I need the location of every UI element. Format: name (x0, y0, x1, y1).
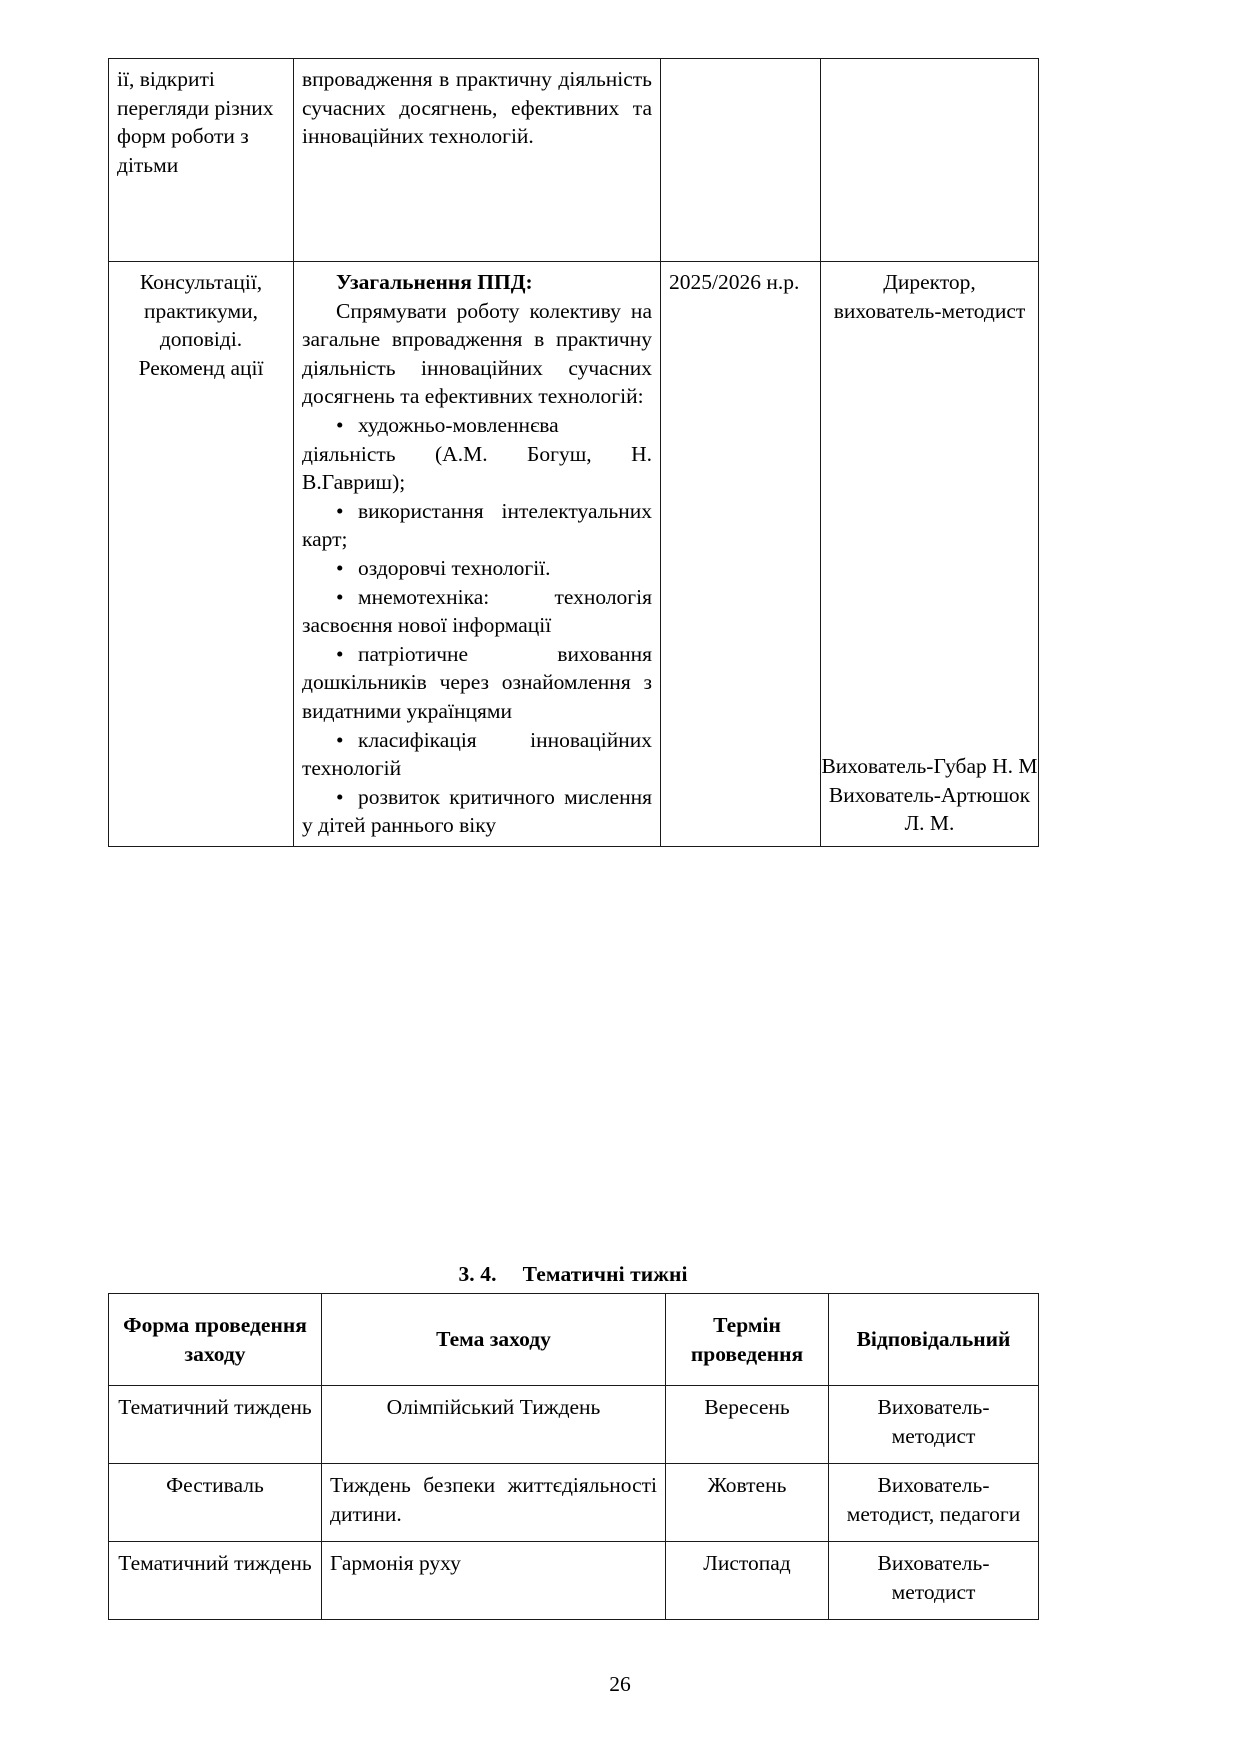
list-item-text: художньо-мовленнєва діяльність (А.М. Богуш, Н. В.Гавриш); (302, 412, 652, 495)
column-header-topic: Тема заходу (322, 1294, 666, 1386)
section-number: 3. 4. (458, 1262, 497, 1286)
list-item (302, 726, 652, 783)
cell-responsible (821, 59, 1039, 262)
cell-term: Вересень (666, 1386, 829, 1464)
list-item (302, 640, 652, 726)
table-row (109, 262, 1039, 847)
cell-form (109, 59, 294, 262)
cell-responsible: Вихователь-методист (829, 1386, 1039, 1464)
cell-term: Листопад (666, 1542, 829, 1620)
cell-term (661, 59, 821, 262)
list-item (302, 497, 652, 554)
table-thematic-weeks (108, 1293, 1038, 1620)
cell-content (294, 262, 661, 847)
cell-topic: Олімпійський Тиждень (322, 1386, 666, 1464)
list-item-text: патріотичне виховання дошкільників через ознайомлення з видатними українцями (302, 641, 652, 723)
cell-form-text: ії, відкриті перегляди різних форм роботи з дітьми (117, 67, 274, 177)
list-item-text: класифікація інноваційних технологій (302, 727, 652, 781)
table-1 (108, 58, 1039, 847)
cell-responsible: Вихователь-методист, педагоги (829, 1464, 1039, 1542)
table-row (109, 59, 1039, 262)
table-row (109, 1464, 1039, 1542)
bullet-icon: • (336, 641, 344, 666)
bullet-icon: • (336, 555, 344, 580)
table-row (109, 1386, 1039, 1464)
cell-form (109, 262, 294, 847)
list-item-text: розвиток критичного мислення у дітей раннього віку (302, 784, 652, 838)
content-bullet-list (302, 411, 652, 840)
cell-term (661, 262, 821, 847)
column-header-form: Форма проведення заходу (109, 1294, 322, 1386)
table-schedule-continued (108, 58, 1038, 847)
section-title: Тематичні тижні (522, 1262, 688, 1286)
column-header-term: Термін проведення (666, 1294, 829, 1386)
table-header-row (109, 1294, 1039, 1386)
bullet-icon: • (336, 727, 344, 752)
cell-topic: Гармонія руху (322, 1542, 666, 1620)
cell-responsible: Вихователь-методист (829, 1542, 1039, 1620)
list-item-text: оздоровчі технології. (358, 555, 551, 580)
list-item (302, 583, 652, 640)
content-bold-lead: Узагальнення ППД: (336, 270, 533, 294)
cell-term-text: 2025/2026 н.р. (669, 270, 800, 294)
cell-responsible-primary: Директор, вихователь-методист (833, 270, 1026, 323)
cell-form: Фестиваль (109, 1464, 322, 1542)
page-number: 26 (609, 1672, 631, 1696)
cell-content-text: впровадження в практичну діяльність сучасних досягнень, ефективних та інноваційних технологій. (302, 67, 652, 149)
cell-form-text: Консультації, практикуми, доповіді. Рекоменд ації (138, 270, 264, 380)
bullet-icon: • (336, 412, 344, 437)
cell-content (294, 59, 661, 262)
table-2 (108, 1293, 1039, 1620)
cell-responsible (821, 262, 1039, 847)
bullet-icon: • (336, 784, 344, 809)
list-item (302, 411, 652, 497)
list-item (302, 783, 652, 840)
cell-topic: Тиждень безпеки життєдіяльності дитини. (322, 1464, 666, 1542)
cell-form: Тематичний тиждень (109, 1386, 322, 1464)
column-header-responsible: Відповідальний (829, 1294, 1039, 1386)
bullet-icon: • (336, 584, 344, 609)
list-item (302, 554, 652, 583)
table-row (109, 1542, 1039, 1620)
bullet-icon: • (336, 498, 344, 523)
cell-term: Жовтень (666, 1464, 829, 1542)
content-intro: Спрямувати роботу колективу на загальне впровадження в практичну діяльність інноваційних сучасних досягнень та ефективних технологій: (302, 298, 652, 409)
list-item-text: мнемотехніка: технологія засвоєння нової інформації (302, 584, 652, 638)
cell-form: Тематичний тиждень (109, 1542, 322, 1620)
section-heading (108, 1262, 1038, 1287)
cell-responsible-secondary: Вихователь-Губар Н. М Вихователь-Артюшок Л. М. (821, 754, 1038, 836)
list-item-text: використання інтелектуальних карт; (302, 498, 652, 552)
